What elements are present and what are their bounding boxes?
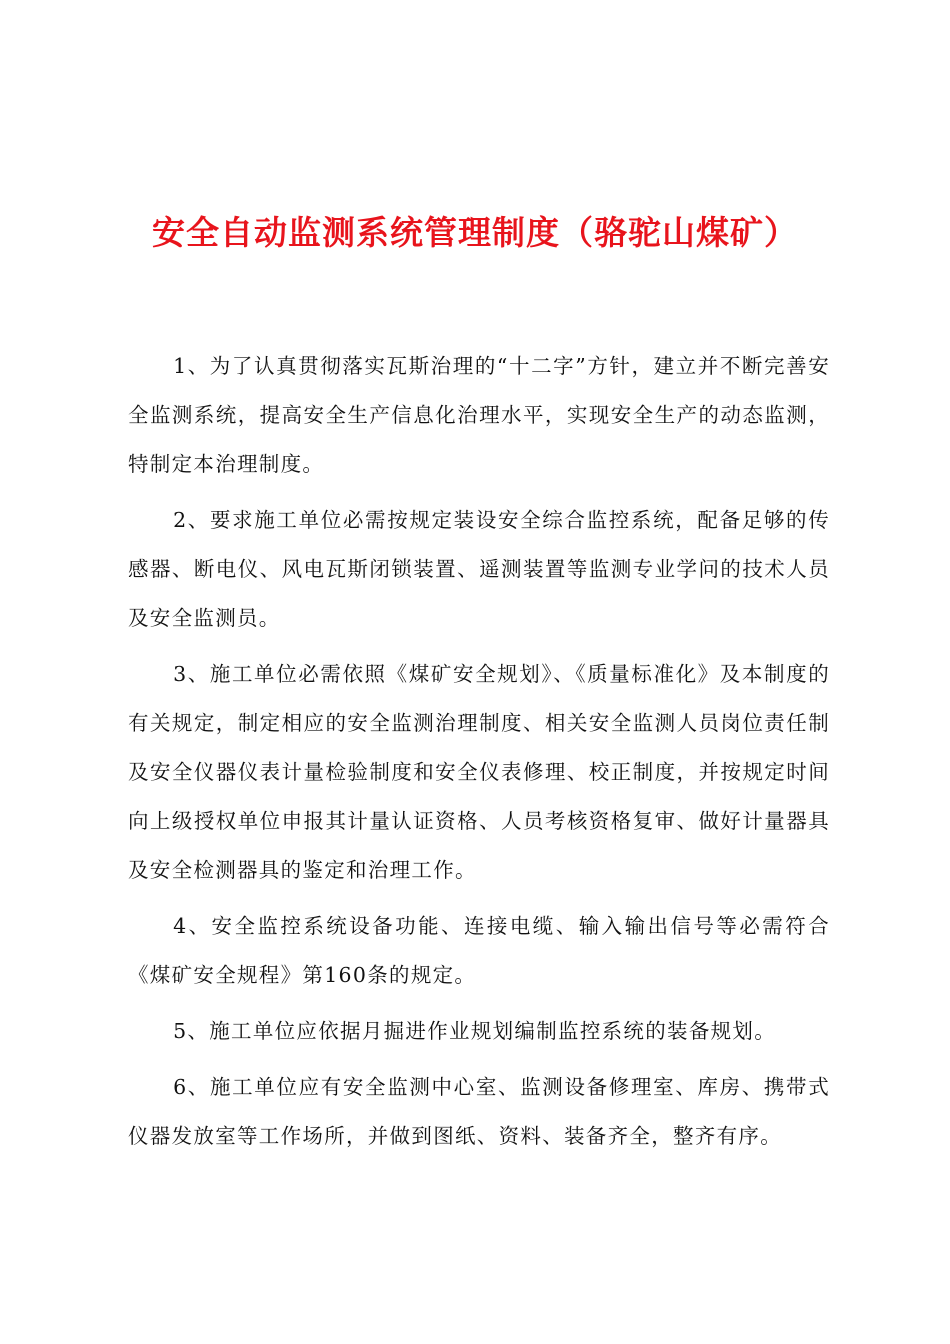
paragraph-5: 5、施工单位应依据月掘进作业规划编制监控系统的装备规划。	[173, 1019, 777, 1043]
document-body	[128, 342, 830, 1168]
paragraph-1: 1、为了认真贯彻落实瓦斯治理的“十二字”方针，建立并不断完善安全监测系统，提高安全生产信息化治理水平，实现安全生产的动态监测，特制定本治理制度。	[128, 354, 830, 476]
paragraph-6: 6、施工单位应有安全监测中心室、监测设备修理室、库房、携带式仪器发放室等工作场所，并做到图纸、资料、装备齐全，整齐有序。	[128, 1075, 830, 1148]
paragraph-4: 4、安全监控系统设备功能、连接电缆、输入输出信号等必需符合《煤矿安全规程》第160条的规定。	[128, 914, 830, 987]
paragraph-2: 2、要求施工单位必需按规定装设安全综合监控系统，配备足够的传感器、断电仪、风电瓦斯闭锁装置、遥测装置等监测专业学问的技术人员及安全监测员。	[128, 508, 830, 630]
document-title: 安全自动监测系统管理制度（骆驼山煤矿）	[152, 213, 798, 252]
paragraph-3: 3、施工单位必需依照《煤矿安全规划》、《质量标准化》及本制度的有关规定，制定相应的安全监测治理制度、相关安全监测人员岗位责任制及安全仪器仪表计量检验制度和安全仪表修理、校正制度，并按规定时间向上级授权单位申报其计量认证资格、人员考核资格复审、做好计量器具及安全检测器具的鉴定和治理工作。	[128, 662, 830, 882]
